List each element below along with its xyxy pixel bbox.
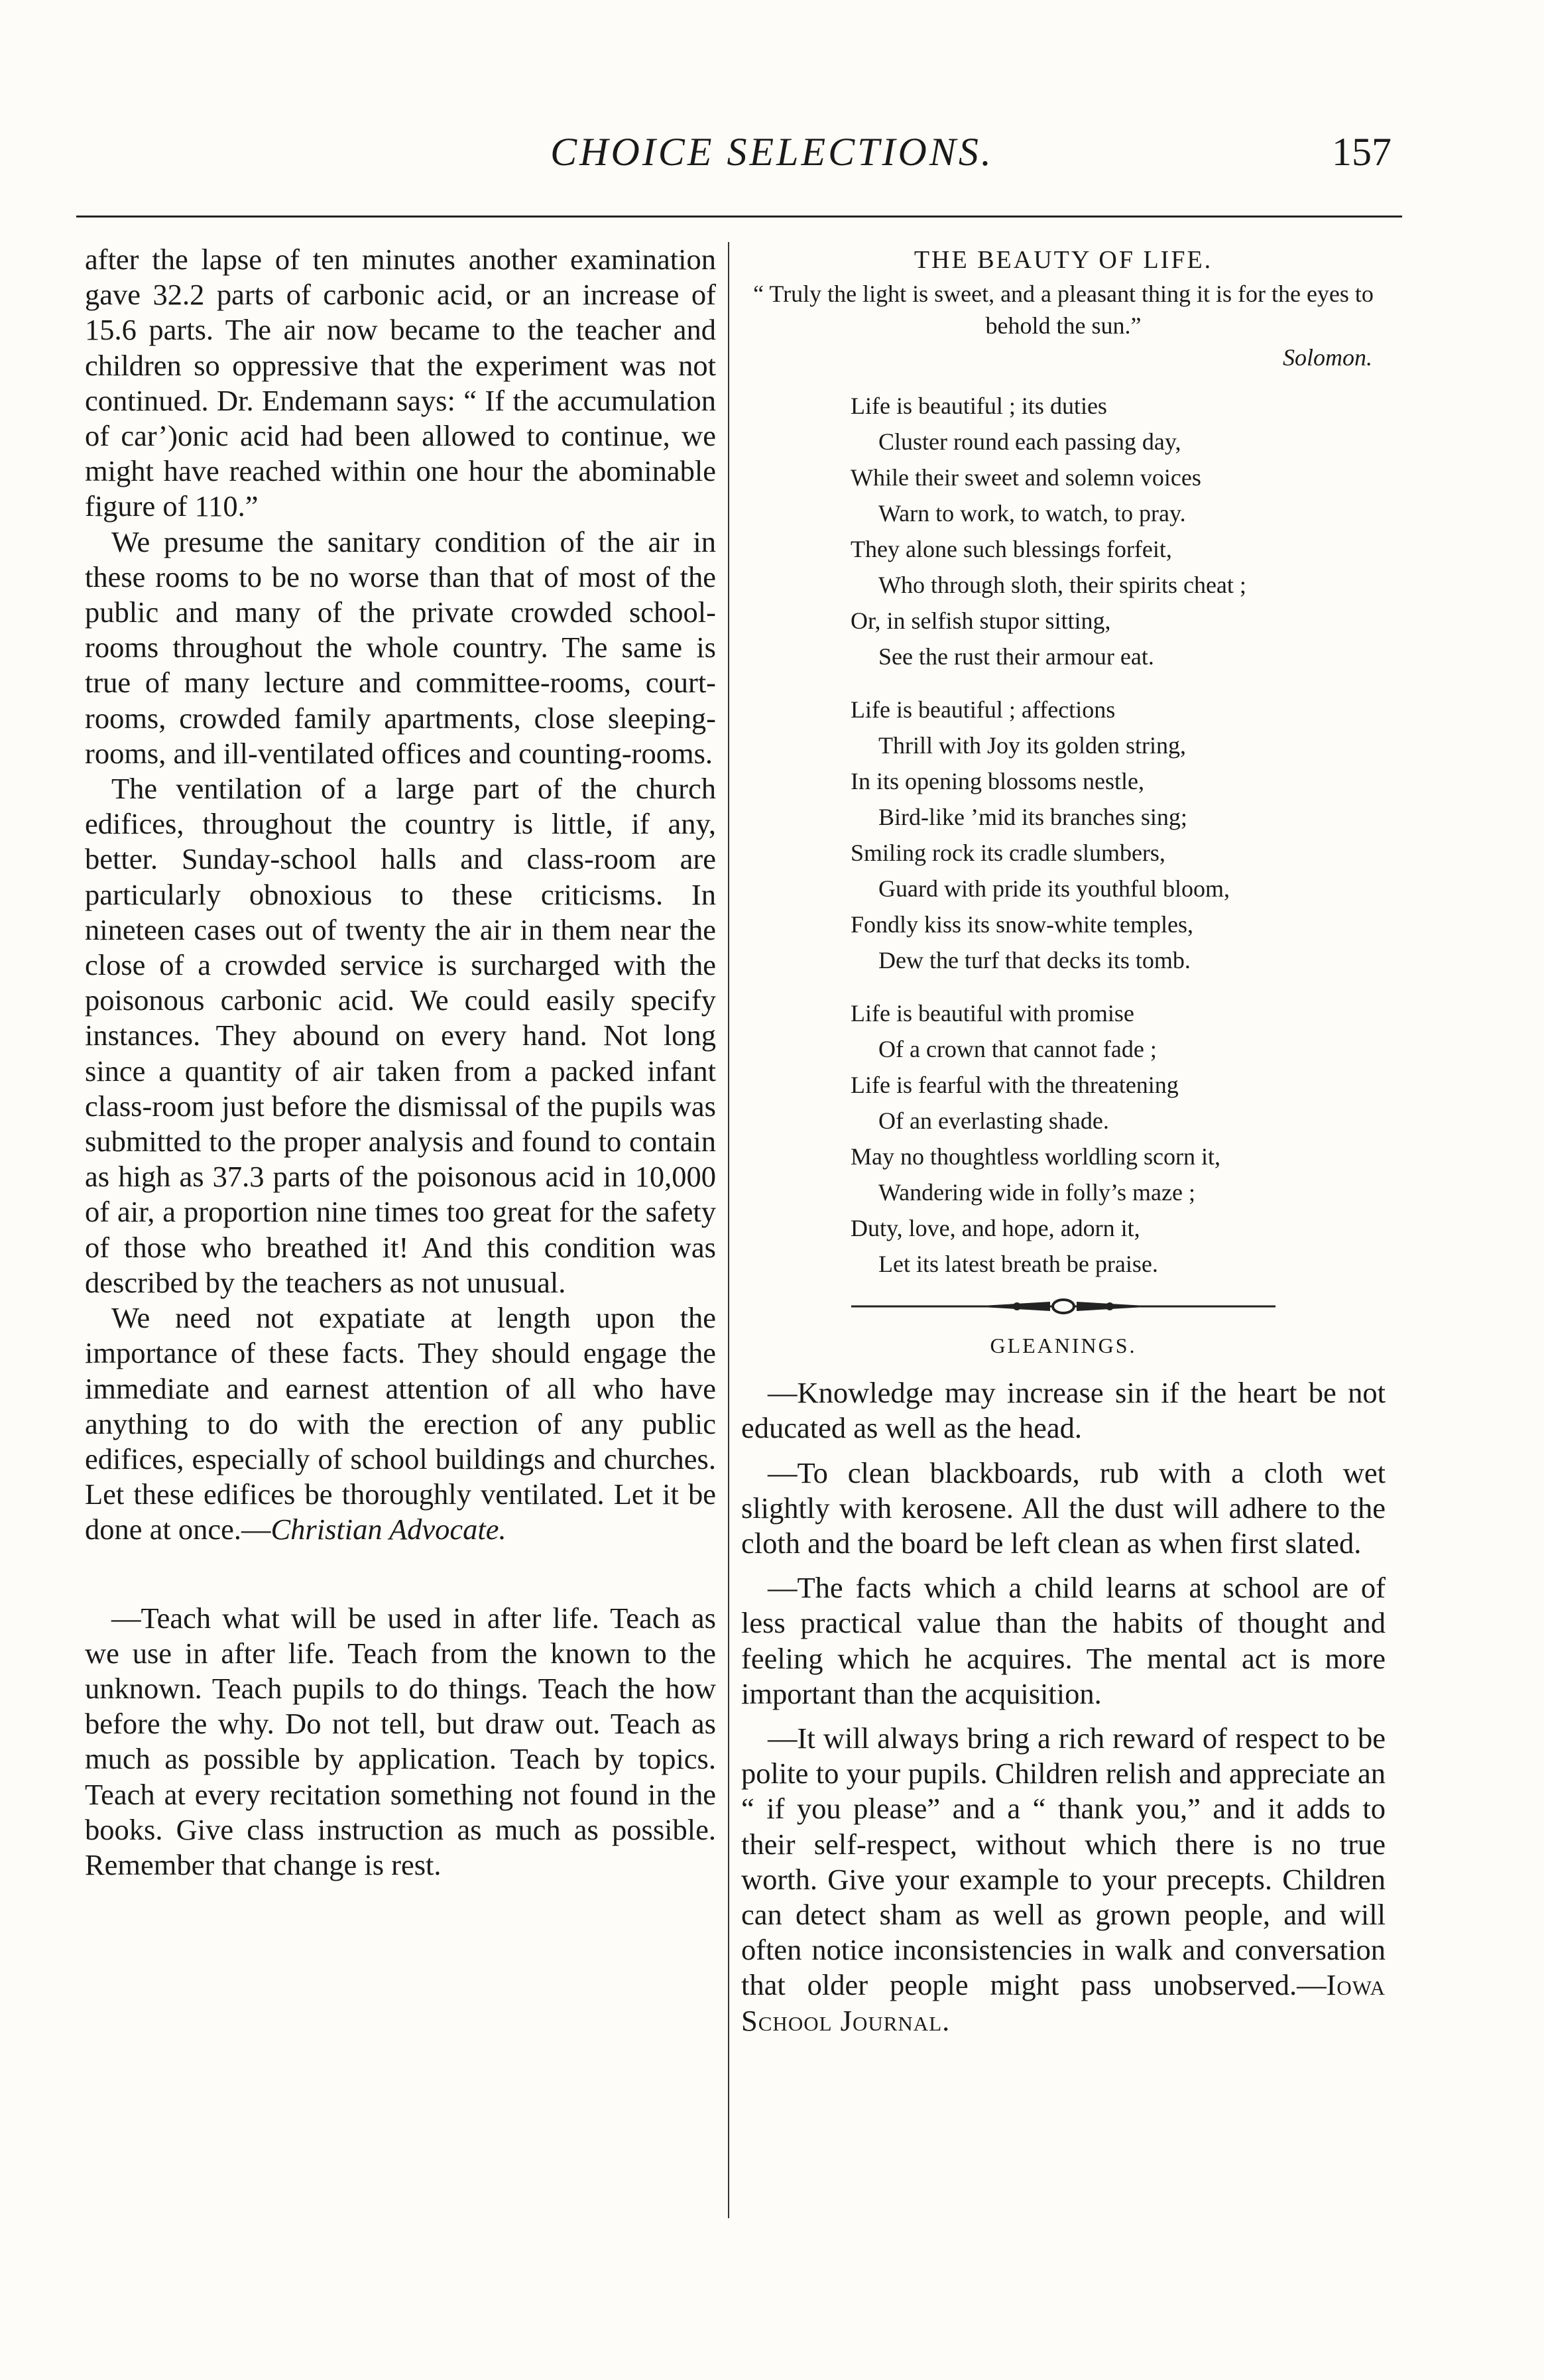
column-divider — [728, 242, 729, 2218]
poem-line: Smiling rock its cradle slumbers, — [851, 840, 1165, 866]
poem-stanza — [851, 692, 1386, 978]
paragraph-teach: —Teach what will be used in after life. Teach as we use in after life. Teach from the known to the unknown. Teach pupils to do things. Teach the how before the why. Do not tell, but draw out. Teach as much as possible by application. Teach by topics. Teach at every recitation something not found in the books. Give class instruction as much as possible. Remember that change is rest. — [85, 1601, 716, 1881]
paragraph-importance — [85, 1300, 716, 1547]
page-header — [0, 129, 1544, 202]
source-iowa-school-journal: Iowa School Journal. — [741, 1968, 1386, 2037]
poem-attribution: Solomon. — [1283, 344, 1372, 371]
paragraph-sanitary-condition: We presume the sanitary condition of the air in these rooms to be no worse than that of most of the public and many of the private crowded school-rooms throughout the whole country. The same is true of many lecture and committee-rooms, court-rooms, crowded family apartments, close sleeping-rooms, and ill-ventilated offices and counting-rooms. — [85, 525, 716, 770]
paragraph-importance-text: We need not expatiate at length upon the importance of these facts. They should engage the immediate and earnest attention of all who have anything to do with the erection of any public edifices, especially of school buildings and churches. Let these edifices be thoroughly ventilated. Let it be done at once.— — [85, 1301, 716, 1546]
poem-line: Thrill with Joy its golden string, — [878, 732, 1186, 759]
poem-stanza — [851, 388, 1386, 674]
gleaning-item: —To clean blackboards, rub with a cloth wet slightly with kerosene. All the dust will adhere to the cloth and the board be left clean as when first slated. — [741, 1456, 1386, 1560]
poem-line: Or, in selfish stupor sitting, — [851, 607, 1111, 634]
poem-line: Life is beautiful ; its duties — [851, 393, 1107, 419]
poem-line: They alone such blessings forfeit, — [851, 536, 1172, 562]
gleanings-title: GLEANINGS. — [990, 1334, 1137, 1357]
poem-line: Dew the turf that decks its tomb. — [878, 947, 1191, 973]
poem-line: While their sweet and solemn voices — [851, 464, 1201, 491]
poem-title: THE BEAUTY OF LIFE. — [914, 246, 1213, 274]
gleaning-item — [741, 1721, 1386, 2038]
header-rule — [76, 216, 1402, 218]
poem-line: May no thoughtless worldling scorn it, — [851, 1143, 1220, 1170]
paragraph-carbonic-acid: after the lapse of ten minutes another examination gave 32.2 parts of carbonic acid, or an increase of 15.6 parts. The air now became to the teacher and children so oppressive that the experiment was not continued. Dr. Endemann says: “ If the accumulation of car’)onic acid had been allowed to continue, we might have reached within one hour the abominable figure of 110.” — [85, 243, 716, 523]
poem-stanza — [851, 995, 1386, 1282]
poem-line: Bird-like ’mid its branches sing; — [878, 804, 1187, 830]
ornamental-divider-icon — [851, 1295, 1276, 1318]
left-column — [85, 242, 716, 1883]
poem-line: Cluster round each passing day, — [878, 428, 1181, 455]
right-column — [741, 242, 1386, 2038]
poem-line: Warn to work, to watch, to pray. — [878, 500, 1186, 527]
running-title: CHOICE SELECTIONS. — [550, 130, 994, 174]
poem-line: Duty, love, and hope, adorn it, — [851, 1215, 1140, 1241]
poem-line: Guard with pride its youthful bloom, — [878, 875, 1230, 902]
source-christian-advocate: Christian Advocate. — [270, 1513, 506, 1546]
poem-line: Life is beautiful ; affections — [851, 696, 1116, 723]
poem-line: Life is fearful with the threatening — [851, 1072, 1179, 1098]
poem-line: Let its latest breath be praise. — [878, 1251, 1158, 1277]
paragraph-church-ventilation: The ventilation of a large part of the church edifices, throughout the country is little, if any, better. Sunday-school halls and class-room are particularly obnoxious to these criticisms. In nineteen cases out of twenty the air in them near the close of a crowded service is surcharged with the poisonous carbonic acid. We could easily specify instances. They abound on every hand. Not long since a quantity of air taken from a packed infant class-room just before the dismissal of the pupils was submitted to the proper analysis and found to contain as high as 37.3 parts of the poisonous acid in 10,000 of air, a proportion nine times too great for the safety of those who breathed it! And this condition was described by the teachers as not unusual. — [85, 772, 716, 1299]
page-number: 157 — [1332, 130, 1392, 174]
gleaning-item: —Knowledge may increase sin if the heart be not educated as well as the head. — [741, 1376, 1386, 1445]
poem-line: Fondly kiss its snow-white temples, — [851, 911, 1194, 938]
poem-epigraph: “ Truly the light is sweet, and a pleasant thing it is for the eyes to behold the sun.” — [753, 281, 1374, 339]
poem-line: See the rust their armour eat. — [878, 643, 1154, 670]
poem-line: Wandering wide in folly’s maze ; — [878, 1179, 1195, 1206]
gleaning-item: —The facts which a child learns at school are of less practical value than the habits of thought and feeling which he acquires. The mental act is more important than the acquisition. — [741, 1571, 1386, 1710]
poem-line: Of an everlasting shade. — [878, 1107, 1109, 1134]
poem-line: In its opening blossoms nestle, — [851, 768, 1144, 794]
gleaning-item-text: —It will always bring a rich reward of respect to be polite to your pupils. Children relish and appreciate an “ if you please” and a “ thank you,” and it adds to their self-respect, without which there is no true worth. Give your example to your precepts. Children can detect sham as well as grown people, and will often notice inconsistencies in walk and conversation that older people might pass unobserved.— — [741, 1722, 1386, 2002]
poem-line: Of a crown that cannot fade ; — [878, 1036, 1157, 1062]
poem-line: Who through sloth, their spirits cheat ; — [878, 572, 1246, 598]
poem-line: Life is beautiful with promise — [851, 1000, 1134, 1027]
